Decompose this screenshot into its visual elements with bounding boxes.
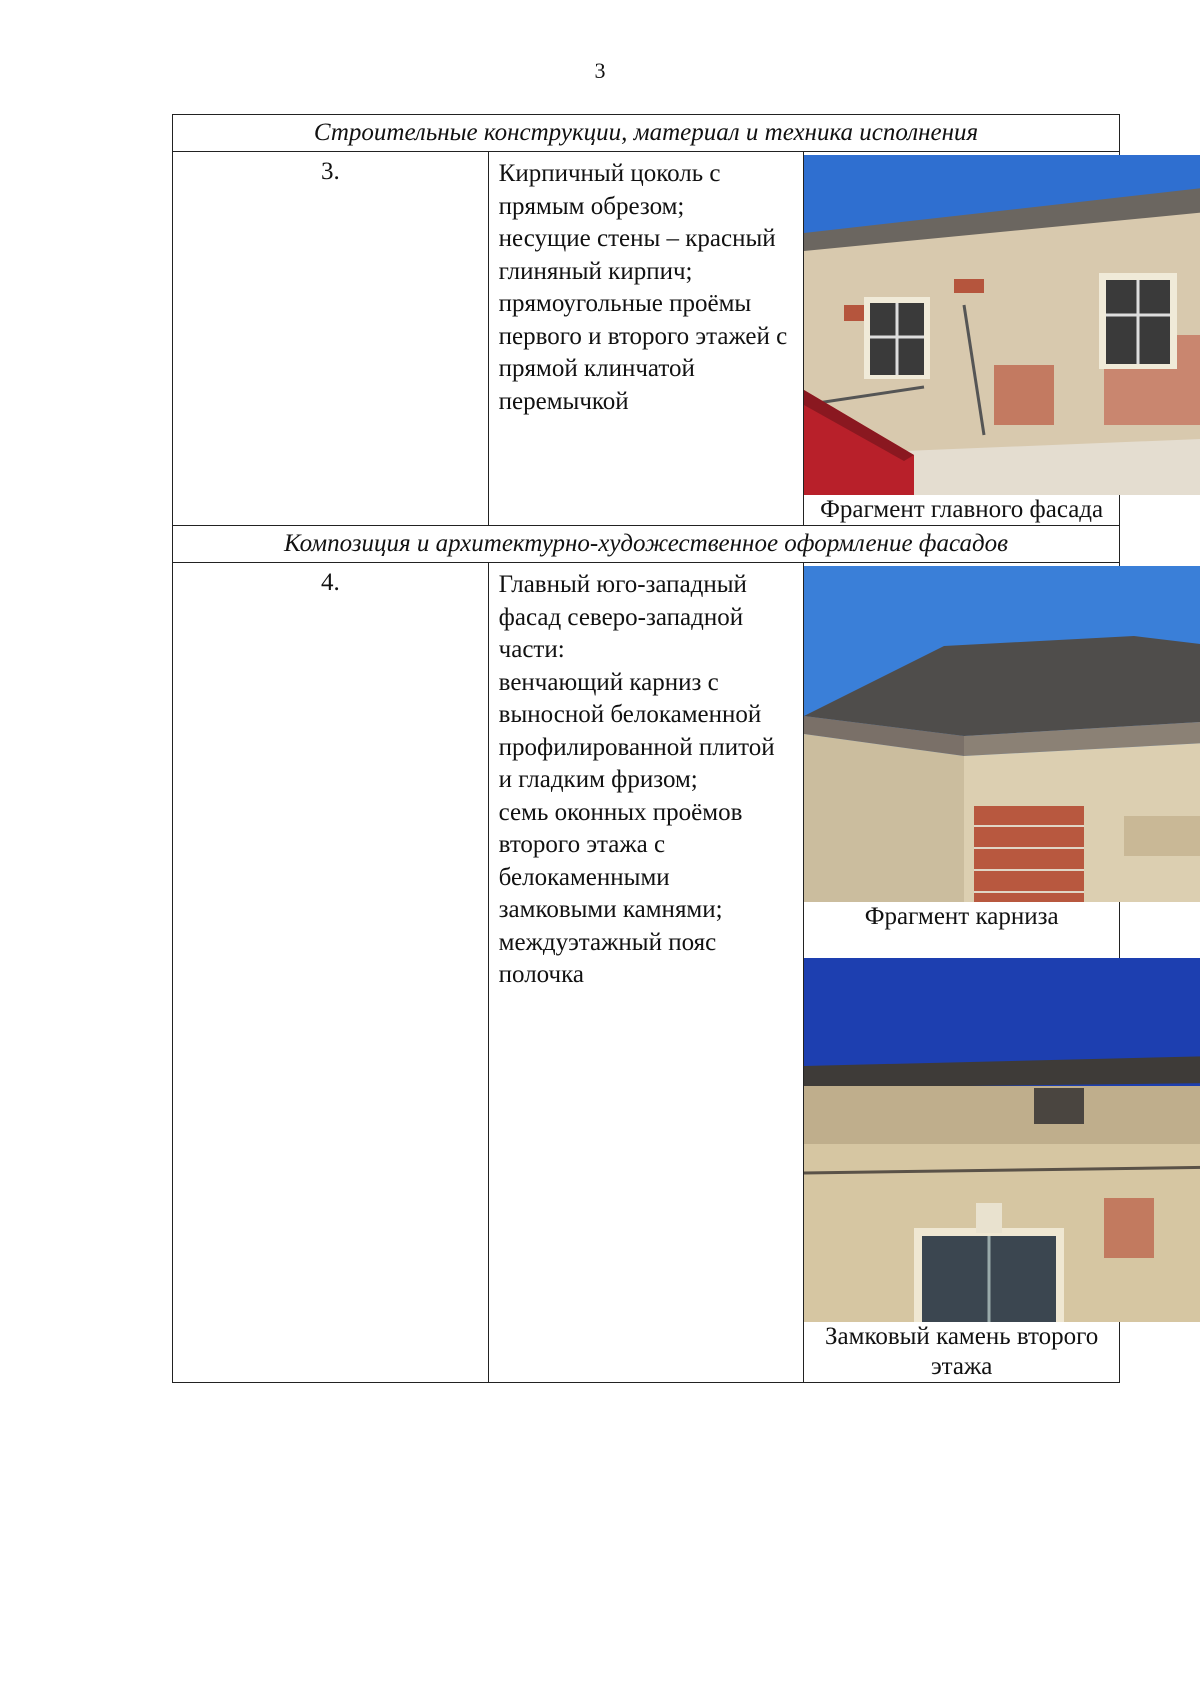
description-line: профилированной плитой bbox=[498, 733, 775, 761]
facade-photo bbox=[804, 155, 1200, 495]
description-line: семь оконных проёмов bbox=[498, 798, 743, 826]
table-row bbox=[173, 152, 1120, 526]
description-line: глиняный кирпич; bbox=[498, 257, 693, 285]
table-row bbox=[173, 563, 1120, 1383]
page-number: 3 bbox=[594, 58, 606, 83]
row-number: 3. bbox=[173, 152, 489, 526]
description-line: выносной белокаменной bbox=[498, 701, 762, 728]
description-line: венчающий карниз с bbox=[498, 668, 719, 696]
description-line: первого и второго этажей с bbox=[498, 322, 788, 350]
description-line: части: bbox=[498, 636, 565, 663]
description-line: несущие стены – красный bbox=[498, 225, 776, 252]
row-description bbox=[488, 563, 804, 1383]
section-header-construction bbox=[173, 115, 1120, 152]
photo-caption: Замковый камень второго этажа bbox=[825, 1323, 1099, 1380]
description-line: и гладким фризом; bbox=[498, 766, 698, 793]
row-description bbox=[488, 152, 804, 526]
photo-cell bbox=[804, 152, 1120, 526]
section-title: Строительные конструкции, материал и техника исполнения bbox=[173, 115, 1120, 152]
description-line: Главный юго-западный bbox=[498, 571, 747, 598]
row-number: 4. bbox=[173, 563, 489, 1383]
cornice-photo bbox=[804, 566, 1200, 902]
description-line: Кирпичный цоколь с bbox=[498, 160, 721, 187]
description-line: междуэтажный пояс bbox=[498, 928, 717, 956]
description-line: фасад северо-западной bbox=[498, 603, 744, 631]
description-line: перемычкой bbox=[498, 387, 629, 415]
description-line: второго этажа с bbox=[498, 831, 666, 858]
description-line: прямым обрезом; bbox=[498, 192, 685, 220]
description-line: прямой клинчатой bbox=[498, 355, 695, 382]
keystone-photo bbox=[804, 958, 1200, 1322]
photo-caption: Фрагмент карниза bbox=[864, 903, 1059, 930]
heritage-table bbox=[172, 114, 1120, 1383]
section-title: Композиция и архитектурно-художественное оформление фасадов bbox=[173, 526, 1120, 563]
section-header-composition bbox=[173, 526, 1120, 563]
description-line: замковыми камнями; bbox=[498, 896, 723, 923]
description-line: полочка bbox=[498, 961, 584, 988]
description-line: прямоугольные проёмы bbox=[498, 290, 752, 317]
photo-caption: Фрагмент главного фасада bbox=[820, 496, 1104, 523]
description-line: белокаменными bbox=[498, 863, 670, 891]
photo-cell bbox=[804, 563, 1120, 1383]
